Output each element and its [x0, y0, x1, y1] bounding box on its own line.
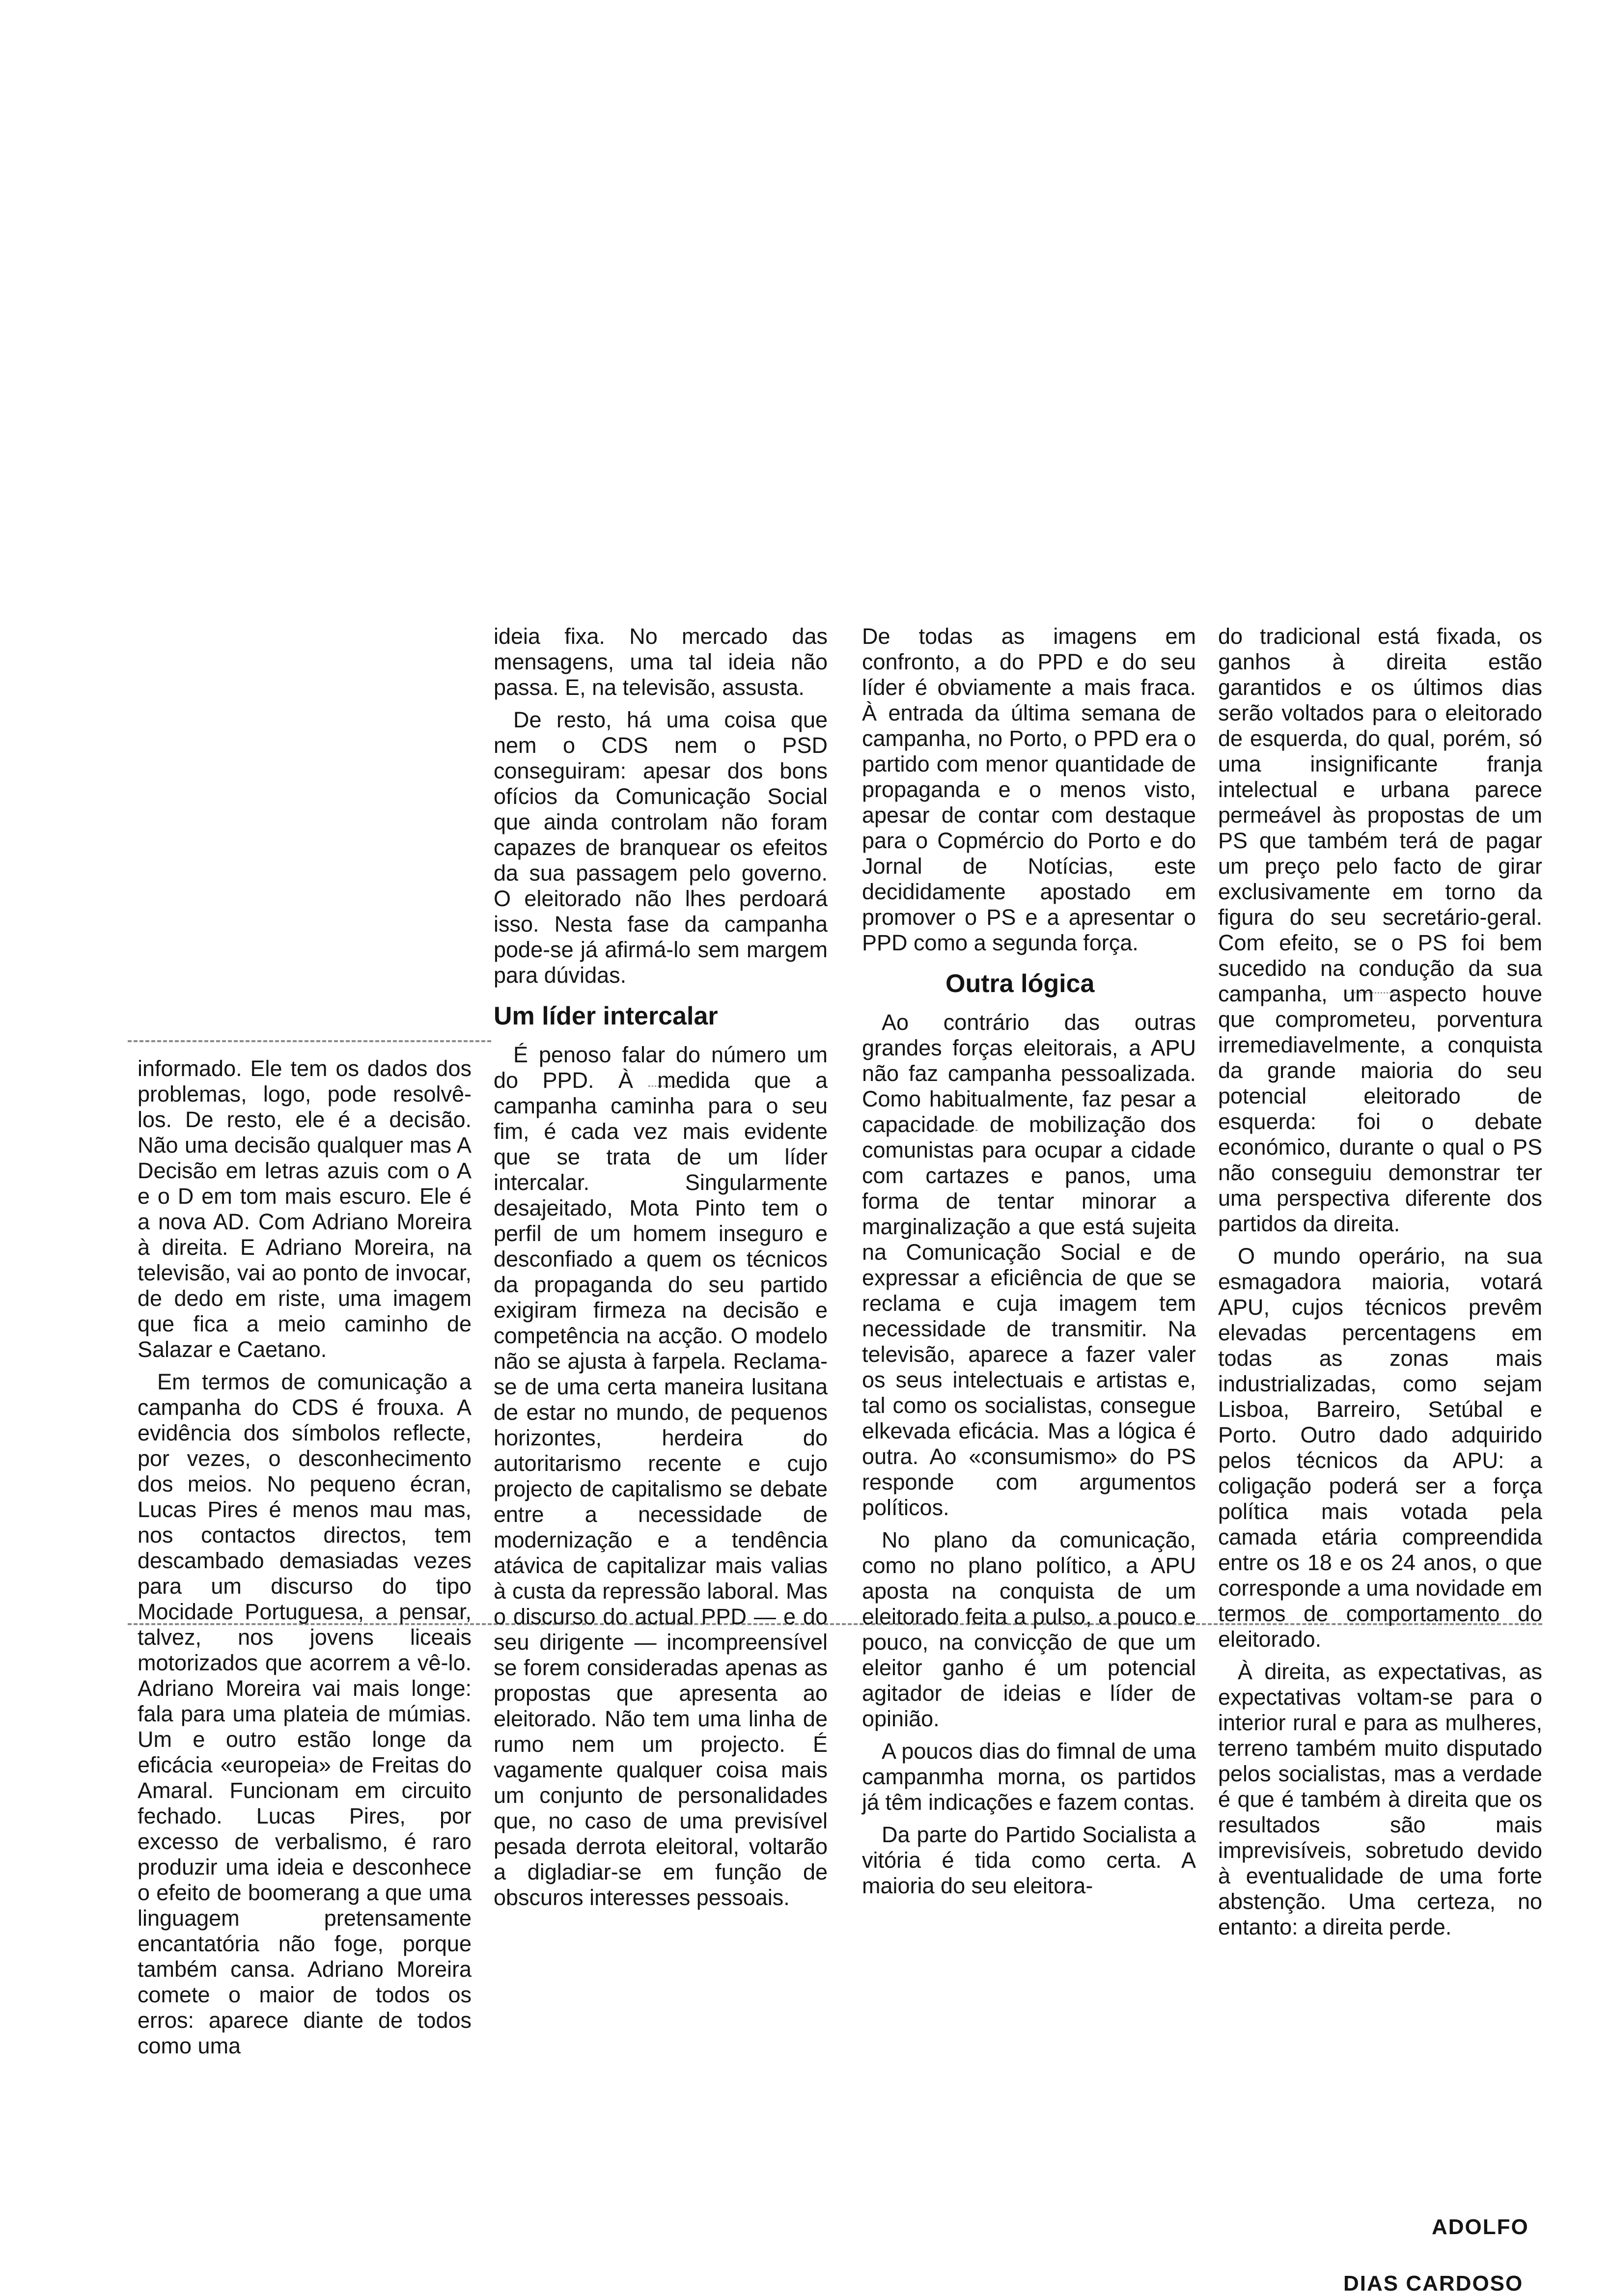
- article-column-4: [1218, 624, 1542, 1947]
- article-column-3: [862, 624, 1196, 1906]
- paragraph: informado. Ele tem os dados dos problemas, logo, pode resolvê-los. De resto, ele é a decisão. Não uma decisão qualquer mas A Decisão em letras azuis com o A e o D em tom mais escuro. Ele é a nova AD. Com Adriano Moreira à direita. E Adriano Moreira, na televisão, vai ao ponto de invocar, de dedo em riste, uma imagem que fica a meio caminho de Salazar e Caetano.: [138, 1056, 472, 1362]
- paragraph: No plano da comunicação, como no plano político, a APU aposta na conquista de um eleitorado feita a pulso, a pouco e pouco, na convicção de que um eleitor ganho é um potencial agitador de ideias e líder de opinião.: [862, 1527, 1196, 1731]
- column-separator-rule: [128, 1040, 491, 1042]
- article-column-2: [494, 624, 828, 1917]
- paragraph: É penoso falar do número um do PPD. À medida que a campanha caminha para o seu fim, é cada vez mais evidente que se trata de um líder intercalar. Singularmente desajeitado, Mota Pinto tem o perfil de um homem inseguro e desconfiado a quem os técnicos da propaganda do seu partido exigiram firmeza na decisão e competência na acção. O modelo não se ajusta à farpela. Reclama-se de uma certa maneira lusitana de estar no mundo, de pequenos horizontes, herdeira do autoritarismo recente e cujo projecto de capitalismo se debate entre a necessidade de modernização e a tendência atávica de capitalizar mais valias à custa da repressão laboral. Mas o discurso do actual PPD — e do seu dirigente — incompreensível se forem consideradas apenas as propostas que apresenta ao eleitorado. Não tem uma linha de rumo nem um projecto. É vagamente qualquer coisa mais um conjunto de personalidades que, no caso de uma previsível pesada derrota eleitoral, voltarão a digladiar-se em função de obscuros interesses pessoais.: [494, 1042, 828, 1910]
- paragraph: do tradicional está fixada, os ganhos à direita estão garantidos e os últimos dias serão voltados para o eleitorado de esquerda, do qual, porém, só uma insignificante franja intelectual e urbana parece permeável às propostas de um PS que também terá de pagar um preço pelo facto de girar exclusivamente em torno da figura do seu secretário-geral. Com efeito, se o PS foi bem sucedido na condução da sua campanha, um aspecto houve que comprometeu, porventura irremediavelmente, a conquista da grande maioria do seu potencial eleitorado de esquerda: foi o debate económico, durante o qual o PS não conseguiu demonstrar ter uma perspectiva diferente dos partidos da direita.: [1218, 624, 1542, 1236]
- paragraph: De resto, há uma coisa que nem o CDS nem o PSD conseguiram: apesar dos bons ofícios da Comunicação Social que ainda controlam não foram capazes de branquear os efeitos da sua passagem pelo governo. O eleitorado não lhes perdoará isso. Nesta fase da campanha pode-se já afirmá-lo sem margem para dúvidas.: [494, 707, 828, 988]
- paragraph: O mundo operário, na sua esmagadora maioria, votará APU, cujos técnicos prevêm elevadas percentagens em todas as zonas mais industrializadas, como sejam Lisboa, Barreiro, Setúbal e Porto. Outro dado adquirido pelos técnicos da APU: a coligação poderá ser a força política mais votada pela camada etária compreendida entre os 18 e os 24 anos, o que corresponde a uma novidade em termos de comportamento do eleitorado.: [1218, 1244, 1542, 1652]
- article-column-1: [138, 1056, 472, 2066]
- paragraph: De todas as imagens em confronto, a do PPD e do seu líder é obviamente a mais fraca. À entrada da última semana de campanha, no Porto, o PPD era o partido com menor quantidade de propaganda e o menos visto, apesar de contar com destaque para o Copmércio do Porto e do Jornal de Notícias, este decididamente apostado em promover o PS e a apresentar o PPD como a segunda força.: [862, 624, 1196, 955]
- section-heading: Um líder intercalar: [494, 1002, 718, 1030]
- author-byline: ADOLFO: [1432, 2215, 1529, 2239]
- paragraph: A poucos dias do fimnal de uma campanmha morna, os partidos já têm indicações e fazem contas.: [862, 1739, 1196, 1815]
- paragraph: À direita, as expectativas, as expectativas voltam-se para o interior rural e para as mulheres, terreno também muito disputado pelos socialistas, mas a verdade é que é também à direita que os resultados são mais imprevisíveis, sobretudo devido à eventualidade de uma forte abstenção. Uma certeza, no entanto: a direita perde.: [1218, 1659, 1542, 1939]
- author-byline: DIAS CARDOSO: [1343, 2271, 1524, 2296]
- paragraph: ideia fixa. No mercado das mensagens, uma tal ideia não passa. E, na televisão, assusta.: [494, 624, 828, 700]
- paragraph: Em termos de comunicação a campanha do CDS é frouxa. A evidência dos símbolos reflecte, por vezes, o desconhecimento dos meios. No pequeno écran, Lucas Pires é menos mau mas, nos contactos directos, tem descambado demasiadas vezes para um discurso do tipo Mocidade Portuguesa, a pensar, talvez, nos jovens liceais motorizados que acorrem a vê-lo. Adriano Moreira vai mais longe: fala para uma plateia de múmias. Um e outro estão longe da eficácia «europeia» de Freitas do Amaral. Funcionam em circuito fechado. Lucas Pires, por excesso de verbalismo, é raro produzir uma ideia e desconhece o efeito de boomerang a que uma linguagem pretensamente encantatória não foge, porque também cansa. Adriano Moreira comete o maior de todos os erros: aparece diante de todos como uma: [138, 1369, 472, 2058]
- section-heading: Outra lógica: [945, 969, 1095, 998]
- paragraph: Da parte do Partido Socialista a vitória é tida como certa. A maioria do seu eleitora-: [862, 1822, 1196, 1898]
- paragraph: Ao contrário das outras grandes forças eleitorais, a APU não faz campanha pessoalizada. Como habitualmente, faz pesar a capacidade de mobilização dos comunistas para ocupar a cidade com cartazes e panos, uma forma de tentar minorar a marginalização a que está sujeita na Comunicação Social e de expressar a eficiência de que se reclama e cuja imagem tem necessidade de transmitir. Na televisão, aparece a fazer valer os seus intelectuais e artistas e, tal como os socialistas, consegue elkevada eficácia. Mas a lógica é outra. Ao «consumismo» do PS responde com argumentos políticos.: [862, 1010, 1196, 1520]
